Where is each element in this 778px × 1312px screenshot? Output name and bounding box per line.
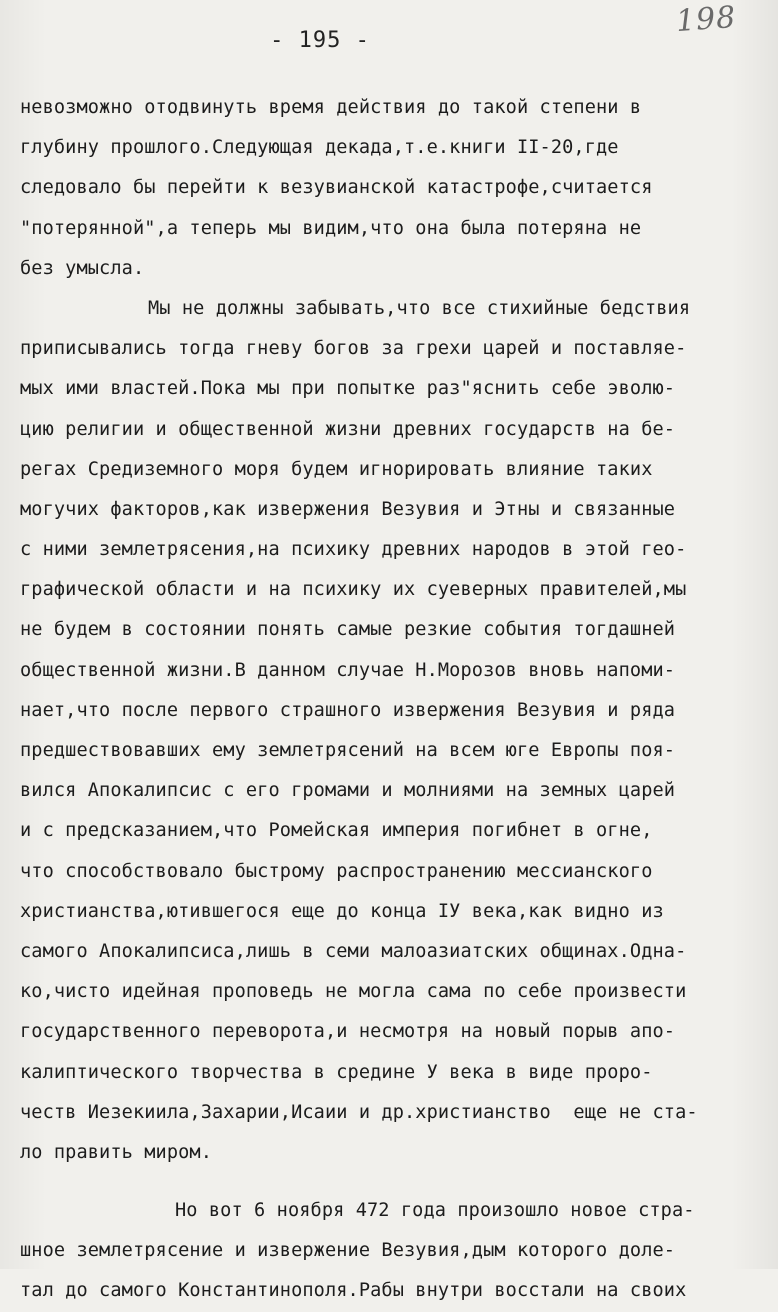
text-line: тал до самого Константинополя.Рабы внутри восстали на своих — [20, 1280, 687, 1302]
page-number: - 195 - — [270, 28, 370, 53]
text-line: ко,чисто идейная проповедь не могла сама по себе произвести — [20, 981, 687, 1003]
text-line: христианства,ютившегося еще до конца IУ века,как видно из — [20, 900, 664, 922]
text-line: с ними землетрясения,на психику древних народов в этой гео- — [20, 539, 687, 561]
text-line: следовало бы перейти к везувианской катастрофе,считается — [20, 177, 653, 199]
text-line: "потерянной",а теперь мы видим,что она была потеряна не — [20, 217, 642, 239]
paragraph-first-line: Но вот 6 ноября 472 года произошло новое стра- — [175, 1200, 695, 1222]
text-line: глубину прошлого.Следующая декада,т.е.книги II-20,где — [20, 137, 619, 159]
text-line: ло править миром. — [20, 1141, 213, 1163]
text-line: могучих факторов,как извержения Везувия и Этны и связанные — [20, 498, 676, 520]
text-line: государственного переворота,и несмотря на новый порыв апо- — [20, 1021, 676, 1043]
text-line: что способствовало быстрому распространению мессианского — [20, 860, 653, 882]
text-line: шное землетрясение и извержение Везувия,дым которого доле- — [20, 1240, 676, 1262]
paragraph-gap — [20, 1173, 772, 1191]
text-line: не будем в состоянии понять самые резкие события тогдашней — [20, 619, 676, 641]
text-line: мых ими властей.Пока мы при попытке раз"яснить себе эволю- — [20, 378, 676, 400]
text-line: общественной жизни.В данном случае Н.Морозов вновь напоми- — [20, 659, 676, 681]
text-line: вился Апокалипсис с его громами и молниями на земных царей — [20, 780, 676, 802]
text-line: честв Иезекиила,Захарии,Исаии и др.христианство еще не ста- — [20, 1101, 698, 1123]
text-line: цию религии и общественной жизни древних государств на бе- — [20, 418, 676, 440]
text-line: приписывались тогда гневу богов за грехи царей и поставляе- — [20, 338, 687, 360]
text-line: невозможно отодвинуть время действия до такой степени в — [20, 97, 642, 118]
text-line: предшествовавших ему землетрясений на всем юге Европы поя- — [20, 740, 676, 761]
text-line: графической области и на психику их суеверных правителей,мы — [20, 579, 687, 601]
text-line: калиптического творчества в средине У века в виде проро- — [20, 1061, 653, 1083]
text-line: самого Апокалипсиса,лишь в семи малоазиатских общинах.Одна- — [20, 940, 687, 962]
handwritten-archive-number: 198 — [674, 0, 738, 40]
paragraph-first-line: Мы не должны забывать,что все стихийные бедствия — [148, 297, 691, 319]
text-line: и с предсказанием,что Ромейская империя погибнет в огне, — [20, 820, 653, 842]
text-line: без умысла. — [20, 257, 145, 279]
text-line: регах Средиземного моря будем игнорировать влияние таких — [20, 458, 653, 480]
body-text — [20, 88, 772, 1312]
text-line: нает,что после первого страшного извержения Везувия и ряда — [20, 699, 676, 721]
